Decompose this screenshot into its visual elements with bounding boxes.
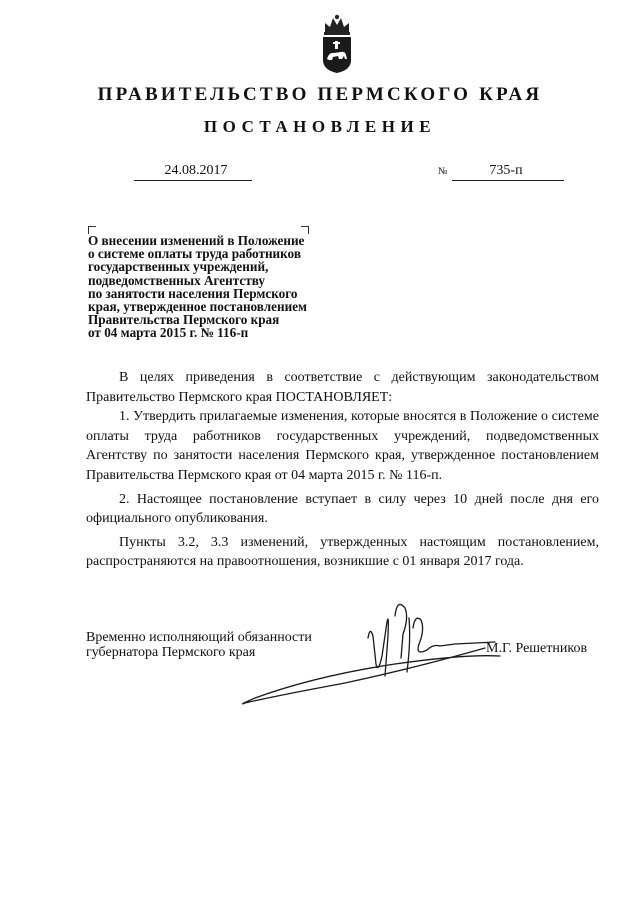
subject-line: государственных учреждений, [88, 259, 269, 275]
item-3-paragraph: Пункты 3.2, 3.3 изменений, утвержденных настоящим постановлением, распространяются на правоотношения, возникшие с 01 января 2017 года. [86, 534, 599, 570]
handwritten-signature-icon [235, 578, 535, 708]
number-sign: № [438, 166, 448, 177]
subject-line: Правительства Пермского края [88, 312, 280, 328]
document-body [86, 368, 599, 572]
signatory-name: М.Г. Решетников [486, 641, 588, 656]
signatory-title-line: Временно исполняющий обязанности [86, 630, 312, 645]
document-number: 735-п [452, 162, 564, 181]
subject-line: от 04 марта 2015 г. № 116-п [88, 325, 249, 341]
subject-heading [88, 234, 348, 340]
subject-line: подведомственных Агентству [88, 272, 265, 288]
subject-line: о системе оплаты труда работников [88, 246, 301, 262]
subject-line: О внесении изменений в Положение [88, 233, 305, 248]
item-1-paragraph: 1. Утвердить прилагаемые изменения, которые вносятся в Положение о системе оплаты труда работников государственных учреждений, подведомственных Агентству по занятости населения Пермского края, утвержденное постановлением Правительства Пермского края от 04 марта 2015 г. № 116-п. [86, 409, 599, 483]
document-date: 24.08.2017 [134, 162, 252, 181]
organization-title: ПРАВИТЕЛЬСТВО ПЕРМСКОГО КРАЯ [97, 84, 543, 105]
document-type: ПОСТАНОВЛЕНИЕ [203, 117, 437, 136]
subject-line: края, утвержденное постановлением [88, 299, 308, 315]
intro-paragraph: В целях приведения в соответствие с действующим законодательством Правительство Пермского края ПОСТАНОВЛЯЕТ: [86, 370, 599, 405]
signatory-title-line: губернатора Пермского края [86, 645, 256, 660]
item-2-paragraph: 2. Настоящее постановление вступает в силу через 10 дней после дня его официального опубликования. [86, 491, 599, 527]
subject-line: по занятости населения Пермского [88, 285, 298, 301]
coat-of-arms-icon [319, 12, 355, 74]
